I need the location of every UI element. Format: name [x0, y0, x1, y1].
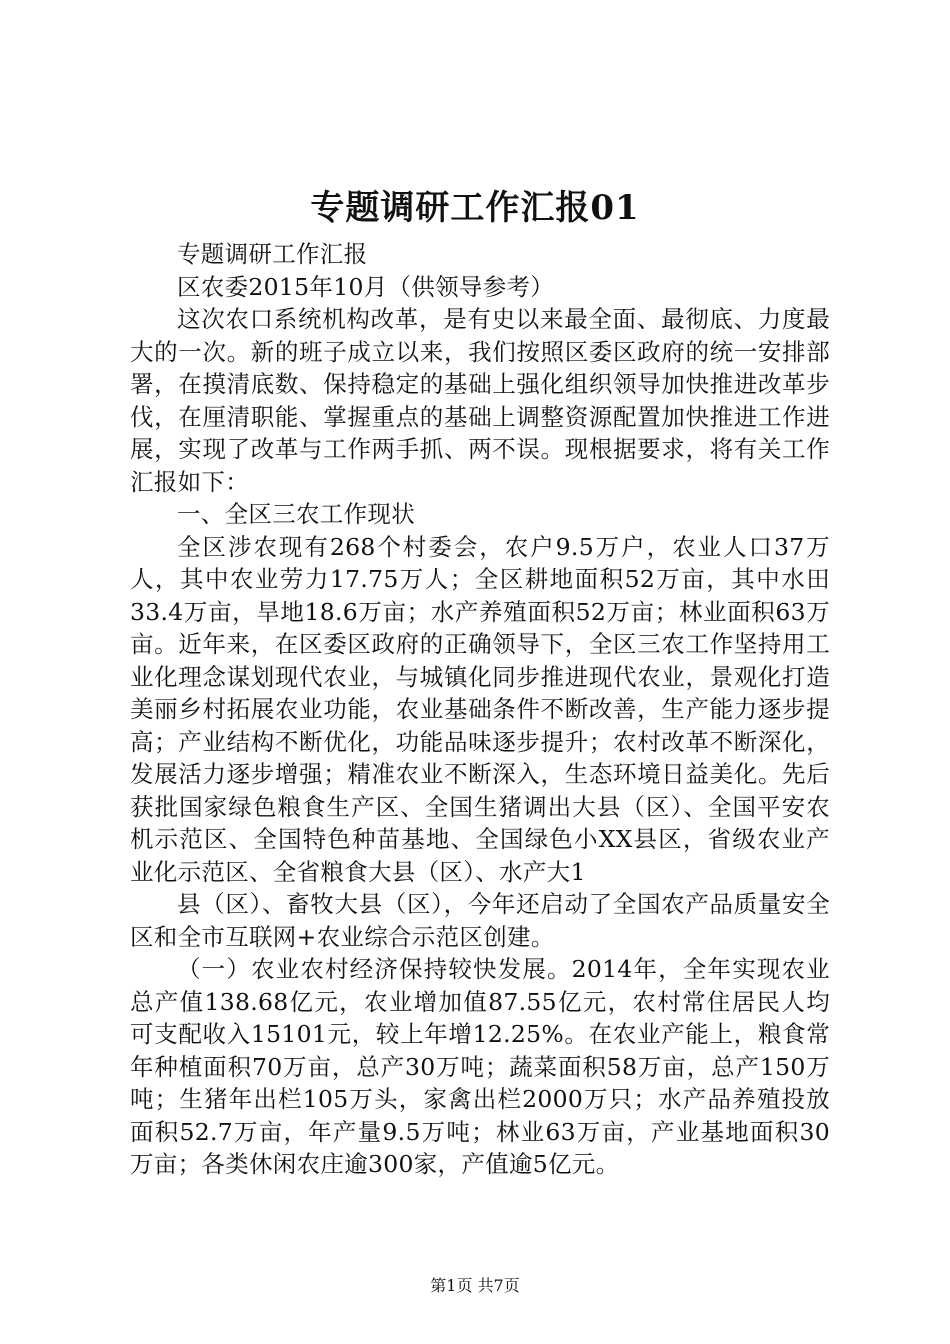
section-heading: 一、全区三农工作现状: [177, 500, 415, 528]
paragraph-intro: 这次农口系统机构改革，是有史以来最全面、最彻底、力度最大的一次。新的班子成立以来，我们按照区委区政府的统一安排部署，在摸清底数、保持稳定的基础上强化组织领导加快推进改革步伐，在厘清职能、掌握重点的基础上调整资源配置加快推进工作进展，实现了改革与工作两手抓、两不误。现根据要求，将有关工作汇报如下：: [130, 305, 830, 496]
document-body: [130, 238, 830, 1181]
paragraph-subsection-one: （一）农业农村经济保持较快发展。2014年，全年实现农业总产值138.68亿元，农业增加值87.55亿元，农村常住居民人均可支配收入15101元，较上年增12.25%。在农业产能上，粮食常年种植面积70万亩，总产30万吨；蔬菜面积58万亩，总产150万吨；生猪年出栏105万头，家禽出栏2000万只；水产品养殖投放面积52.7万亩，年产量9.5万吨；林业63万亩，产业基地面积30万亩；各类休闲农庄逾300家，产值逾5亿元。: [130, 955, 830, 1178]
document-title: 专题调研工作汇报01: [310, 188, 640, 228]
paragraph-overview: 全区涉农现有268个村委会，农户9.5万户，农业人口37万人，其中农业劳力17.75万人；全区耕地面积52万亩，其中水田33.4万亩，旱地18.6万亩；水产养殖面积52万亩；林业面积63万亩。近年来，在区委区政府的正确领导下，全区三农工作坚持用工业化理念谋划现代农业，与城镇化同步推进现代农业，景观化打造美丽乡村拓展农业功能，农业基础条件不断改善，生产能力逐步提高；产业结构不断优化，功能品味逐步提升；农村改革不断深化，发展活力逐步增强；精准农业不断深入，生态环境日益美化。先后获批国家绿色粮食生产区、全国生猪调出大县（区）、全国平安农机示范区、全国特色种苗基地、全国绿色小XX县区，省级农业产业化示范区、全省粮食大县（区）、水产大1: [130, 532, 830, 886]
paragraph-subtitle: 专题调研工作汇报: [177, 240, 368, 268]
paragraph-issuer-date: 区农委2015年10月（供领导参考）: [177, 272, 555, 301]
paragraph-overview-continued: 县（区）、畜牧大县（区），今年还启动了全国农产品质量安全区和全市互联网+农业综合示范区创建。: [130, 890, 830, 951]
page-footer: 第1页 共7页: [430, 1276, 520, 1295]
